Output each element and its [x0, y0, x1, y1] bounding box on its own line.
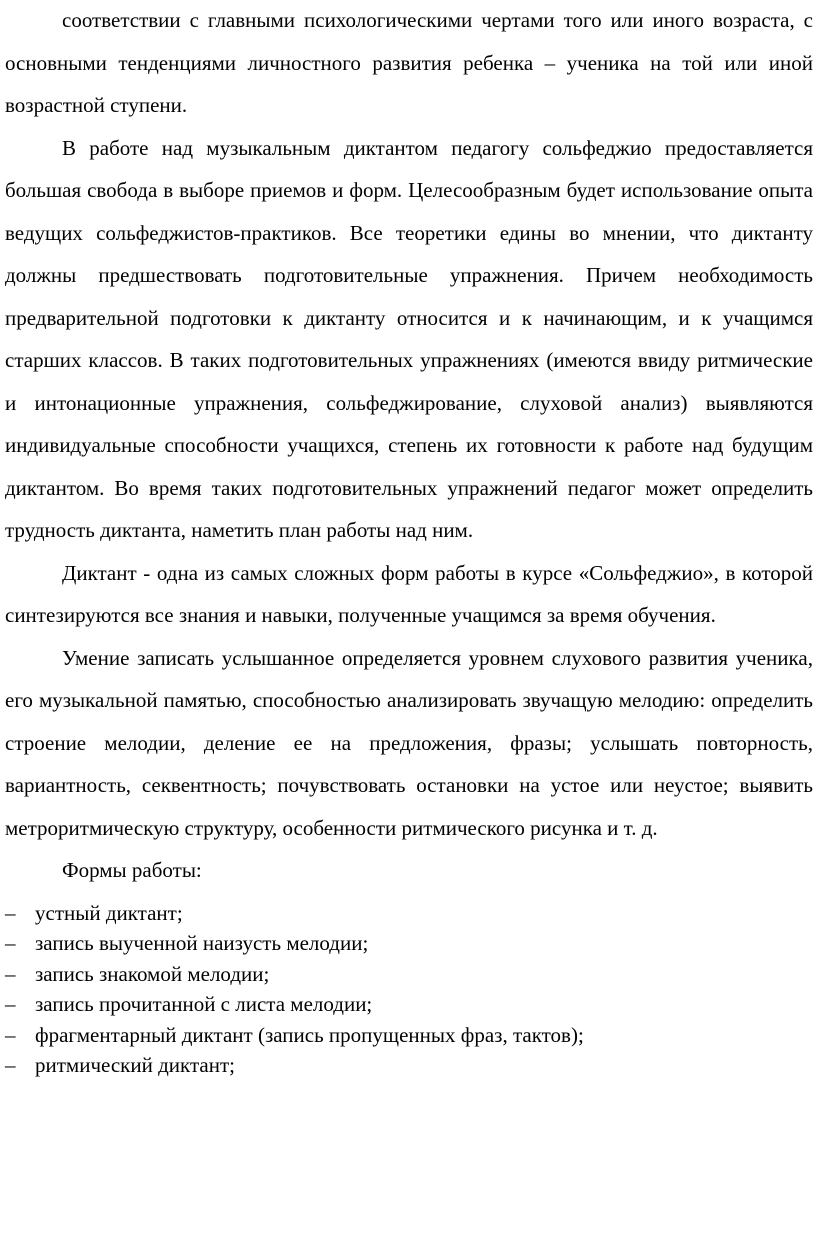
- forms-list: [5, 898, 813, 1081]
- list-item-text: фрагментарный диктант (запись пропущенных фраз, тактов);: [35, 1022, 584, 1047]
- dash-marker: –: [5, 1053, 16, 1077]
- list-item-text: запись знакомой мелодии;: [35, 961, 270, 986]
- document-page: [5, 0, 813, 1081]
- dash-marker: –: [5, 900, 16, 925]
- list-item-text: устный диктант;: [35, 900, 183, 925]
- paragraph: В работе над музыкальным диктантом педагогу сольфеджио предоставляется большая свобода в выборе приемов и форм. Целесообразным будет использование опыта ведущих сольфеджистов-практиков. Все теоретики едины во мнении, что диктанту должны предшествовать подготовительные упражнения. Причем необходимость предварительной подготовки к диктанту относится и к начинающим, и к учащимся старших классов. В таких подготовительных упражнениях (имеются ввиду ритмические и интонационные упражнения, сольфеджирование, слуховой анализ) выявляются индивидуальные способности учащихся, степень их готовности к работе над будущим диктантом. Во время таких подготовительных упражнений педагог может определить трудность диктанта, наметить план работы над ним.: [5, 135, 813, 542]
- paragraph: Диктант - одна из самых сложных форм работы в курсе «Сольфеджио», в которой синтезируются все знания и навыки, полученные учащимся за время обучения.: [5, 560, 813, 627]
- dash-marker: –: [5, 961, 16, 986]
- list-item: [5, 989, 813, 1020]
- list-item: [5, 898, 813, 929]
- dash-marker: –: [5, 992, 16, 1016]
- list-item: [5, 1020, 813, 1051]
- dash-marker: –: [5, 1022, 16, 1047]
- paragraph: соответствии с главными психологическими чертами того или иного возраста, с основными тенденциями личностного развития ребенка – ученика на той или иной возрастной ступени.: [5, 8, 813, 117]
- forms-heading: Формы работы:: [62, 858, 202, 882]
- list-item: [5, 1050, 813, 1081]
- list-item-text: запись выученной наизусть мелодии;: [35, 931, 369, 955]
- list-item-text: ритмический диктант;: [35, 1053, 235, 1077]
- list-item: [5, 928, 813, 959]
- dash-marker: –: [5, 931, 16, 955]
- list-item-text: запись прочитанной с листа мелодии;: [35, 992, 373, 1016]
- list-item: [5, 959, 813, 990]
- paragraph: Умение записать услышанное определяется уровнем слухового развития ученика, его музыкальной памятью, способностью анализировать звучащую мелодию: определить строение мелодии, деление ее на предложения, фразы; услышать повторность, вариантность, секвентность; почувствовать остановки на устое или неустое; выявить метроритмическую структуру, особенности ритмического рисунка и т. д.: [5, 645, 813, 840]
